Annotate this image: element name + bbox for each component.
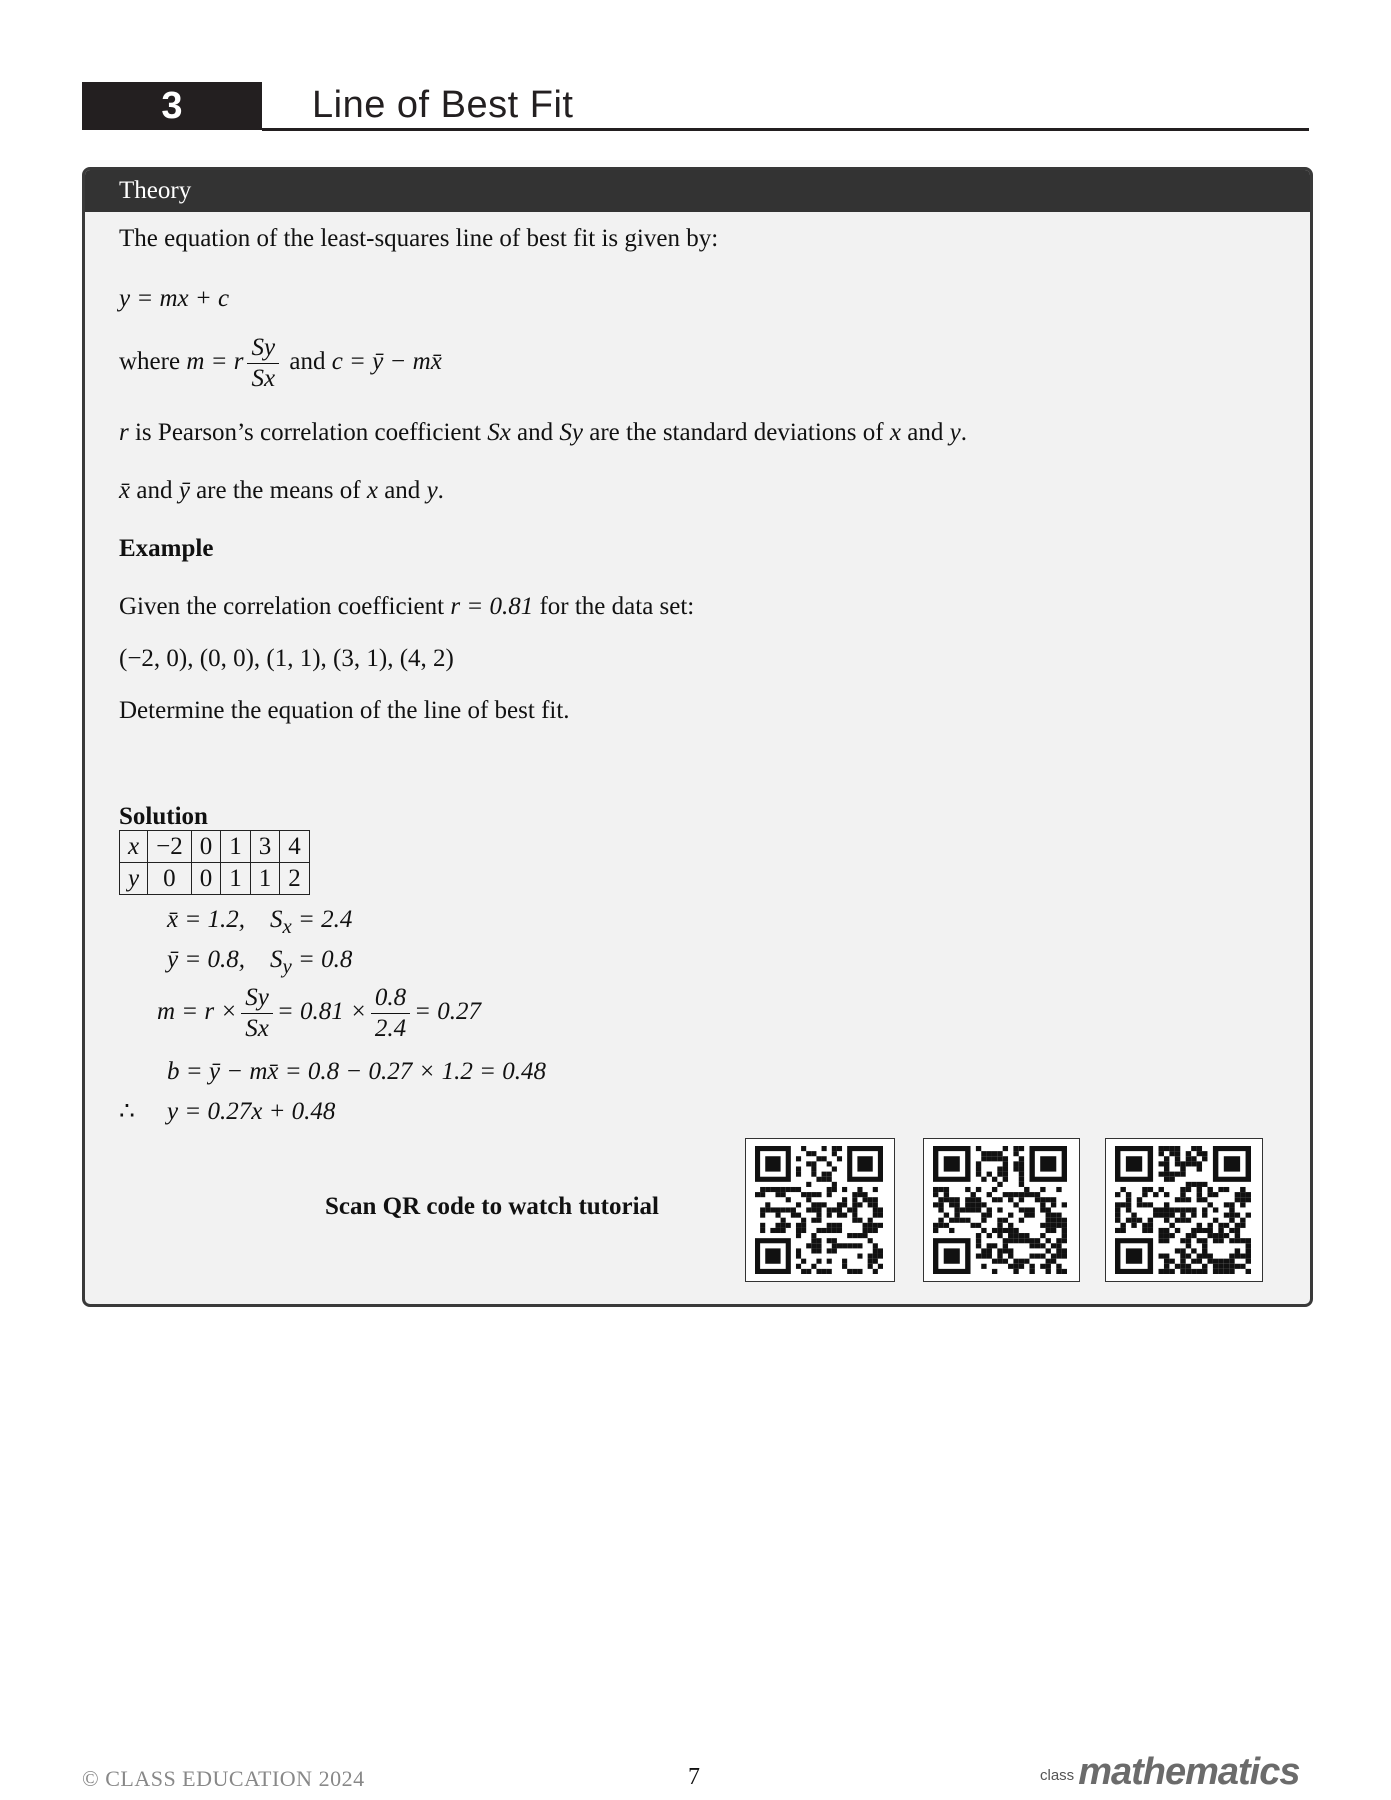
- and-text-2: and: [900, 419, 950, 446]
- r-text: is Pearson’s correlation coefficient: [128, 419, 488, 446]
- m-result: = 0.27: [414, 998, 482, 1025]
- ybar-value: ȳ = 0.8,: [167, 946, 245, 973]
- fraction-denominator: Sx: [245, 1014, 269, 1042]
- sx-symbol: Sx: [487, 419, 511, 446]
- solution-final-equation: y = 0.27x + 0.48: [167, 1098, 336, 1125]
- section-title: Line of Best Fit: [312, 84, 574, 126]
- m-eq-2: = 0.81 ×: [276, 998, 367, 1025]
- where-word: where: [119, 348, 181, 375]
- fraction-denominator: 2.4: [374, 1014, 407, 1042]
- sy-over-sx-fraction: [247, 333, 279, 394]
- x-symbol-2: x: [366, 477, 378, 504]
- solution-line-means-y: [167, 945, 352, 981]
- given-text: Given the correlation coefficient: [119, 593, 451, 620]
- data-table: [119, 830, 310, 895]
- and-word: and: [289, 348, 326, 375]
- table-cell: 2: [280, 863, 310, 895]
- m-definition: m = r: [186, 348, 244, 375]
- sy-symbol: Sy: [559, 419, 584, 446]
- solution-line-m: [157, 982, 481, 1044]
- logo-big-text: mathematics: [1078, 1751, 1300, 1793]
- fraction-numerator: Sy: [241, 983, 273, 1014]
- value-fraction: [371, 983, 410, 1044]
- fraction-numerator: 0.8: [371, 983, 410, 1014]
- means-text: are the means of: [189, 477, 367, 504]
- period-2: .: [437, 477, 444, 504]
- section-header: [82, 82, 1309, 132]
- class-mathematics-logo: [1040, 1750, 1300, 1794]
- sx-value: = 2.4: [291, 906, 353, 933]
- example-given: [119, 592, 694, 622]
- qr-code-icon[interactable]: [923, 1138, 1080, 1282]
- table-header-cell: y: [120, 863, 148, 895]
- table-header-cell: x: [120, 831, 148, 863]
- sy-sx-fraction: [241, 983, 273, 1044]
- theory-intro: The equation of the least-squares line of best fit is given by:: [119, 225, 719, 252]
- x-symbol: x: [889, 419, 901, 446]
- page-number: 7: [688, 1764, 700, 1790]
- solution-line-b: b = ȳ − mx̄ = 0.8 − 0.27 × 1.2 = 0.48: [167, 1058, 546, 1085]
- y-symbol-2: y: [426, 477, 438, 504]
- qr-caption: Scan QR code to watch tutorial: [325, 1193, 659, 1220]
- subscript-x: x: [282, 914, 292, 938]
- table-cell: 1: [250, 863, 280, 895]
- and-text-4: and: [377, 477, 427, 504]
- r-symbol: r: [119, 419, 129, 446]
- table-cell: 0: [191, 831, 221, 863]
- table-cell: 1: [221, 831, 251, 863]
- table-cell: −2: [148, 831, 192, 863]
- table-cell: 0: [191, 863, 221, 895]
- table-cell: 3: [250, 831, 280, 863]
- xbar-value: x̄ = 1.2,: [167, 906, 245, 933]
- r-value: r = 0.81: [450, 593, 534, 620]
- therefore-symbol: ∴: [119, 1098, 135, 1125]
- solution-heading: Solution: [119, 803, 208, 830]
- table-cell: 0: [148, 863, 192, 895]
- theory-means-line: [119, 476, 444, 506]
- copyright: © CLASS EDUCATION 2024: [82, 1766, 365, 1791]
- table-row: [120, 831, 310, 863]
- table-cell: 4: [280, 831, 310, 863]
- s-symbol: S: [269, 906, 283, 933]
- qr-code-icon[interactable]: [745, 1138, 895, 1282]
- m-eq: m = r ×: [157, 998, 238, 1025]
- example-task: Determine the equation of the line of best fit.: [119, 697, 570, 724]
- qr-code-icon[interactable]: [1105, 1138, 1263, 1282]
- x-bar: x̄: [119, 477, 131, 504]
- example-data-set: (−2, 0), (0, 0), (1, 1), (3, 1), (4, 2): [119, 645, 454, 672]
- theory-equation: y = mx + c: [119, 285, 230, 312]
- logo-small-text: class: [1040, 1767, 1075, 1784]
- theory-where-line: [119, 332, 442, 394]
- y-bar: ȳ: [178, 477, 190, 504]
- table-row: [120, 863, 310, 895]
- example-heading: Example: [119, 535, 214, 562]
- fraction-numerator: Sy: [247, 333, 279, 364]
- and-text: and: [510, 419, 560, 446]
- fraction-denominator: Sx: [251, 364, 276, 392]
- period: .: [960, 419, 967, 446]
- solution-line-means-x: [167, 905, 352, 941]
- theory-r-line: [119, 418, 967, 448]
- s-symbol-2: S: [269, 946, 283, 973]
- theory-box: [82, 167, 1313, 1307]
- subscript-y: y: [282, 954, 292, 978]
- header-rule: [262, 128, 1309, 131]
- c-definition: c = ȳ − mx̄: [331, 348, 442, 375]
- given-text-2: for the data set:: [533, 593, 695, 620]
- sy-value: = 0.8: [291, 946, 353, 973]
- y-symbol: y: [949, 419, 961, 446]
- theory-heading: Theory: [85, 170, 1310, 212]
- and-text-3: and: [130, 477, 179, 504]
- table-cell: 1: [221, 863, 251, 895]
- std-text: are the standard deviations of: [583, 419, 890, 446]
- section-number: 3: [82, 82, 262, 130]
